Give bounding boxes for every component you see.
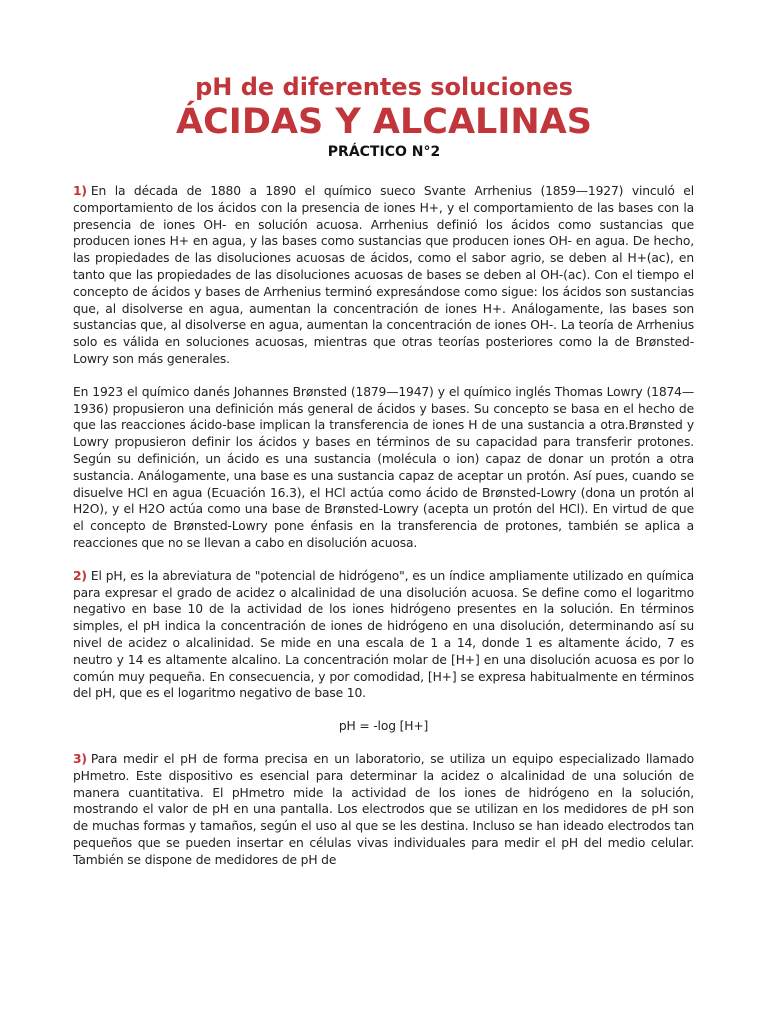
title-line-1: pH de diferentes soluciones — [195, 73, 573, 101]
paragraph-text: El pH, es la abreviatura de "potencial de hidrógeno", es un índice ampliamente utilizado en química para expresar el grado de acidez o alcalinidad de una disolución acuosa. Se define como el logaritmo negativo en base 10 de la actividad de los iones hidrógeno presentes en la solución. En términos simples, el pH indica la concentración de iones de hidrógeno en una disolución, determinando así su nivel de acidez o alcalinidad. Se mide en una escala de 1 a 14, donde 1 es altamente ácido, 7 es neutro y 14 es altamente alcalino. La concentración molar de [H+] en una disolución acuosa es por lo común muy pequeña. En consecuencia, y por comodidad, [H+] se expresa habitualmente en términos del pH, que es el logaritmo negativo de base 10. — [73, 568, 694, 701]
paragraph-3 — [73, 568, 694, 702]
ph-formula: pH = -log [H+] — [338, 719, 429, 734]
section-number: 1) — [73, 184, 87, 198]
section-number: 3) — [73, 751, 87, 766]
paragraph-2 — [73, 384, 694, 552]
paragraph-4 — [73, 751, 694, 869]
section-number: 2) — [73, 568, 87, 583]
paragraph-text: Para medir el pH de forma precisa en un laboratorio, se utiliza un equipo especializado llamado pHmetro. Este dispositivo es esencial para determinar la acidez o alcalinidad de una solución de manera cuantitativa. El pHmetro mide la actividad de los iones de hidrógeno en la solución, mostrando el valor de pH en una pantalla. Los electrodos que se utilizan en los medidores de pH son de muchas formas y tamaños, según el uso al que se les destina. Incluso se han ideado electrodos tan pequeños que se pueden insertar en células vivas individuales para medir el pH del medio celular. También se dispone de medidores de pH de — [73, 751, 694, 867]
practice-subtitle: PRÁCTICO N°2 — [327, 144, 441, 160]
paragraph-text: En la década de 1880 a 1890 el químico sueco Svante Arrhenius (1859—1927) vinculó el comportamiento de los ácidos con la presencia de iones H+, y el comportamiento de las bases con la presencia de iones OH- en solución acuosa. Arrhenius definió los ácidos como sustancias que producen iones H+ en agua, y las bases como sustancias que producen iones OH- en agua. De hecho, las propiedades de las disoluciones acuosas de ácidos, como el sabor agrio, se deben al H+(ac), en tanto que las propiedades de las disoluciones acuosas de bases se deben al OH-(ac). Con el tiempo el concepto de ácidos y bases de Arrhenius terminó expresándose como sigue: los ácidos son sustancias que, al disolverse en agua, aumentan la concentración de iones H+. Análogamente, las bases son sustancias que, al disolverse en agua, aumentan la concentración de iones OH-. La teoría de Arrhenius solo es válida en soluciones acuosas, mientras que otras teorías posteriores como la de Brønsted-Lowry son más generales. — [73, 184, 694, 366]
paragraph-text: En 1923 el químico danés Johannes Brønsted (1879—1947) y el químico inglés Thomas Lowry (1874—1936) propusieron una definición más general de ácidos y bases. Su concepto se basa en el hecho de que las reacciones ácido-base implican la transferencia de iones H de una sustancia a otra.Brønsted y Lowry propusieron definir los ácidos y bases en términos de su capacidad para transferir protones. Según su definición, un ácido es una sustancia (molécula o ion) capaz de donar un protón a otra sustancia. Análogamente, una base es una sustancia capaz de aceptar un protón. Así pues, cuando se disuelve HCl en agua (Ecuación 16.3), el HCl actúa como ácido de Brønsted-Lowry (dona un protón al H2O), y el H2O actúa como una base de Brønsted-Lowry (acepta un protón del HCl). En virtud de que el concepto de Brønsted-Lowry pone énfasis en la transferencia de protones, también se aplica a reacciones que no se llevan a cabo en disolución acuosa. — [73, 384, 694, 550]
title-line-2: ÁCIDAS Y ALCALINAS — [176, 102, 592, 142]
document-body — [73, 183, 694, 884]
paragraph-1 — [73, 183, 694, 368]
